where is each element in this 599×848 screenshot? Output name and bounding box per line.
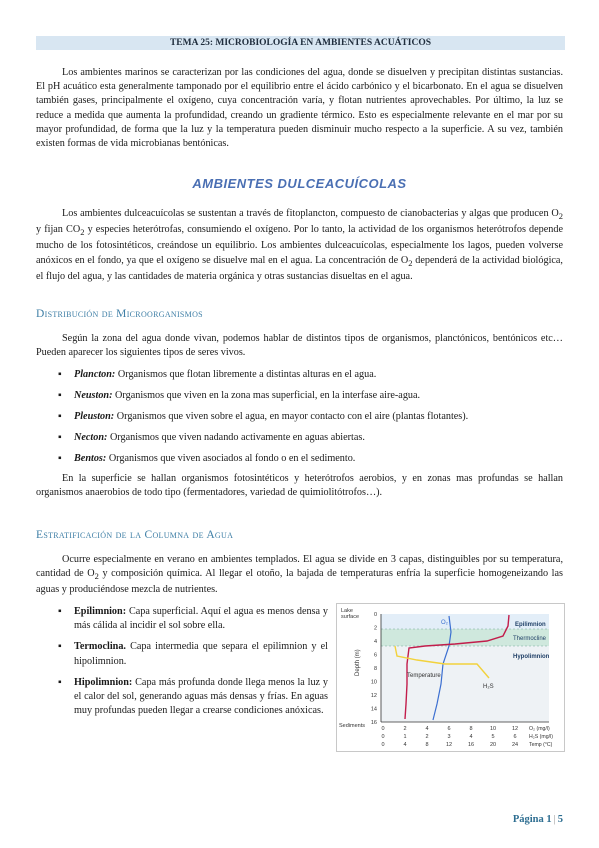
depth-tick-label: 8 bbox=[373, 666, 377, 672]
stratification-diagram bbox=[337, 604, 564, 751]
intro-paragraph: Los ambientes marinos se caracterizan por las condiciones del agua, donde se disuelven y precipitan distintas sustancias. El pH acuático esta generalmente tamponado por el equilibrio entre el ácido carbónico y el bicarbonato. En el agua se disuelven también gases, principalmente el oxígeno, cuya concentración varía, y flotan nutrientes aprovechables. Por último, la luz se reduce a medida que aumenta la profundidad, creando un gradiente térmico. Esto es especialmente relevante en el mar por su mayor profundidad, de forma que la luz y la temperatura pueden disminuir mucho respecto a la superficie. A su vez, también existen formas de vida microbianas bentónicas. bbox=[36, 67, 563, 150]
value-axis-rows bbox=[381, 726, 553, 748]
depth-tick-label: 14 bbox=[370, 706, 377, 713]
value-tick-label: 8 bbox=[469, 726, 473, 732]
depth-tick-label: 4 bbox=[373, 639, 377, 645]
depth-tick-label: 6 bbox=[373, 652, 377, 659]
value-tick-label: 20 bbox=[489, 742, 497, 748]
value-tick-label: 4 bbox=[403, 742, 407, 748]
bullet-icon: ▪ bbox=[58, 369, 62, 380]
page-footer bbox=[513, 814, 563, 825]
list-item: ▪ Epilimnion: Capa superficial. Aquí el agua es menos densa y más cálida al incidir el sol sobre ella. bbox=[58, 606, 328, 632]
value-tick-label: 2 bbox=[425, 734, 429, 740]
bullet-icon: ▪ bbox=[58, 411, 62, 422]
depth-tick-label: 16 bbox=[370, 720, 377, 726]
thermocline-label: Thermocline bbox=[513, 636, 547, 642]
value-tick-label: 12 bbox=[445, 742, 453, 748]
list-item: ▪ Plancton: Organismos que flotan libremente a distintas alturas en el agua. bbox=[58, 369, 377, 380]
value-tick-label: 6 bbox=[447, 726, 451, 732]
depth-tick-label: 10 bbox=[370, 679, 377, 686]
value-tick-label: 0 bbox=[381, 734, 385, 740]
value-tick-label: 2 bbox=[403, 726, 407, 732]
lake-label: Lake bbox=[341, 608, 353, 614]
oxygen-curve-label: O₂ bbox=[441, 620, 448, 626]
bullet-icon: ▪ bbox=[58, 676, 62, 688]
page-header-title: TEMA 25: MICROBIOLOGÍA EN AMBIENTES ACUÁTICOS bbox=[169, 38, 432, 48]
page-header-banner bbox=[36, 36, 565, 50]
list-item: ▪ Neuston: Organismos que viven en la zona mas superficial, en la interfase aire-agua. bbox=[58, 390, 421, 401]
distribution-intro: Según la zona del agua donde vivan, podemos hablar de distintos tipos de organismos, planctónicos, bentónicos etc… Pueden aparecer los siguientes tipos de seres vivos. bbox=[36, 333, 563, 359]
value-tick-label: 6 bbox=[513, 734, 517, 740]
bullet-icon: ▪ bbox=[58, 432, 62, 443]
distribution-heading: Distribución de Microorganismos bbox=[36, 308, 203, 320]
hypolimnion-label: Hypolimnion bbox=[513, 654, 550, 660]
h2s-curve-label: H₂S bbox=[483, 684, 494, 690]
value-tick-label: 12 bbox=[511, 726, 519, 732]
distribution-outro: En la superficie se hallan organismos fotosintéticos y heterótrofos aerobios, y en zonas mas profundas se hallan organismos anaerobios de todo tipo (fermentadores, variedad de quimiolitótrofos…). bbox=[36, 473, 563, 499]
section-title-dulceacuicolas: AMBIENTES DULCEACUÍCOLAS bbox=[192, 176, 407, 191]
value-tick-label: 4 bbox=[469, 734, 473, 740]
value-tick-label: 4 bbox=[425, 726, 429, 732]
page-separator: | bbox=[553, 814, 556, 825]
value-tick-label: 16 bbox=[467, 742, 475, 748]
freshwater-paragraph: Los ambientes dulceacuícolas se sustentan a través de fitoplancton, compuesto de cianobacterias y algas que producen $O_2$ y fijan $CO_2$ y especies heterótrofas, consumiendo el oxígeno. Por lo tanto, la actividad de los organismos heterótrofos depende mucho de los fotosintéticos, creándose un equilibrio. Los ambientes dulceacuícolas, especialmente los lagos, pueden volverse anóxicos en el fondo, ya que el oxígeno se disuelve mal en el agua. La concentración de $O_2$ dependerá de la actividad biológica, el flujo del agua, y las cantidades de materia orgánica y otras sustancias disueltas en el agua. bbox=[36, 208, 563, 282]
list-item: ▪ Hipolimnion: Capa más profunda donde llega menos la luz y el calor del sol, generando aguas más densas y frías. En aguas muy profundas pueden llegar a crearse condiciones anóxicas. bbox=[58, 676, 328, 717]
lake-stratification-figure bbox=[336, 603, 565, 752]
stratification-paragraph: Ocurre especialmente en verano en ambientes templados. El agua se divide en 3 capas, distinguibles por su temperatura, cantidad de $O_2$ y composición química. Al llegar el otoño, la bajada de temperaturas enfría la superficie homogeneizando las aguas y produciéndose mezcla de nutrientes. bbox=[36, 554, 563, 596]
value-tick-label: 8 bbox=[425, 742, 429, 748]
value-tick-label: 24 bbox=[511, 742, 519, 748]
depth-tick-labels bbox=[371, 612, 377, 726]
bullet-icon: ▪ bbox=[58, 453, 62, 464]
depth-tick-label: 12 bbox=[370, 693, 377, 699]
page-label: Página bbox=[512, 814, 544, 825]
layer-list bbox=[36, 605, 328, 725]
value-axis-unit: O₂ (mg/l) bbox=[529, 726, 550, 732]
depth-tick-label: 0 bbox=[373, 612, 377, 618]
depth-tick-label: 2 bbox=[373, 625, 377, 632]
bullet-icon: ▪ bbox=[58, 641, 62, 653]
temperature-curve-label: Temperature bbox=[407, 673, 441, 679]
page-total: 5 bbox=[557, 814, 563, 825]
value-tick-label: 0 bbox=[381, 726, 385, 732]
bullet-icon: ▪ bbox=[58, 606, 62, 617]
bullet-icon: ▪ bbox=[58, 390, 62, 401]
depth-axis-title: Depth (m) bbox=[355, 649, 361, 676]
value-axis-unit: H₂S (mg/l) bbox=[529, 734, 553, 740]
list-item: ▪ Bentos: Organismos que viven asociados al fondo o en el sedimento. bbox=[58, 453, 356, 464]
value-tick-label: 10 bbox=[489, 726, 497, 732]
epilimnion-label: Epilimnion bbox=[515, 622, 546, 628]
surface-label: surface bbox=[341, 614, 360, 620]
list-item: ▪ Termoclina. Capa intermedia que separa el epilimnion y el hipolimnion. bbox=[58, 641, 328, 667]
list-item: ▪ Necton: Organismos que viven nadando activamente en aguas abiertas. bbox=[58, 432, 365, 443]
page-number: 1 bbox=[546, 814, 552, 825]
stratification-heading: Estratificación de la Columna de Agua bbox=[36, 529, 234, 541]
value-tick-label: 3 bbox=[447, 734, 451, 740]
value-tick-label: 5 bbox=[491, 734, 495, 740]
organism-type-list bbox=[36, 368, 563, 473]
value-axis-unit: Temp (°C) bbox=[529, 742, 553, 748]
value-tick-label: 0 bbox=[381, 742, 385, 748]
sediments-label: Sediments bbox=[339, 723, 365, 729]
list-item: ▪ Pleuston: Organismos que viven sobre el agua, en mayor contacto con el aire (plantas flotantes). bbox=[58, 411, 469, 422]
value-tick-label: 1 bbox=[403, 734, 407, 740]
